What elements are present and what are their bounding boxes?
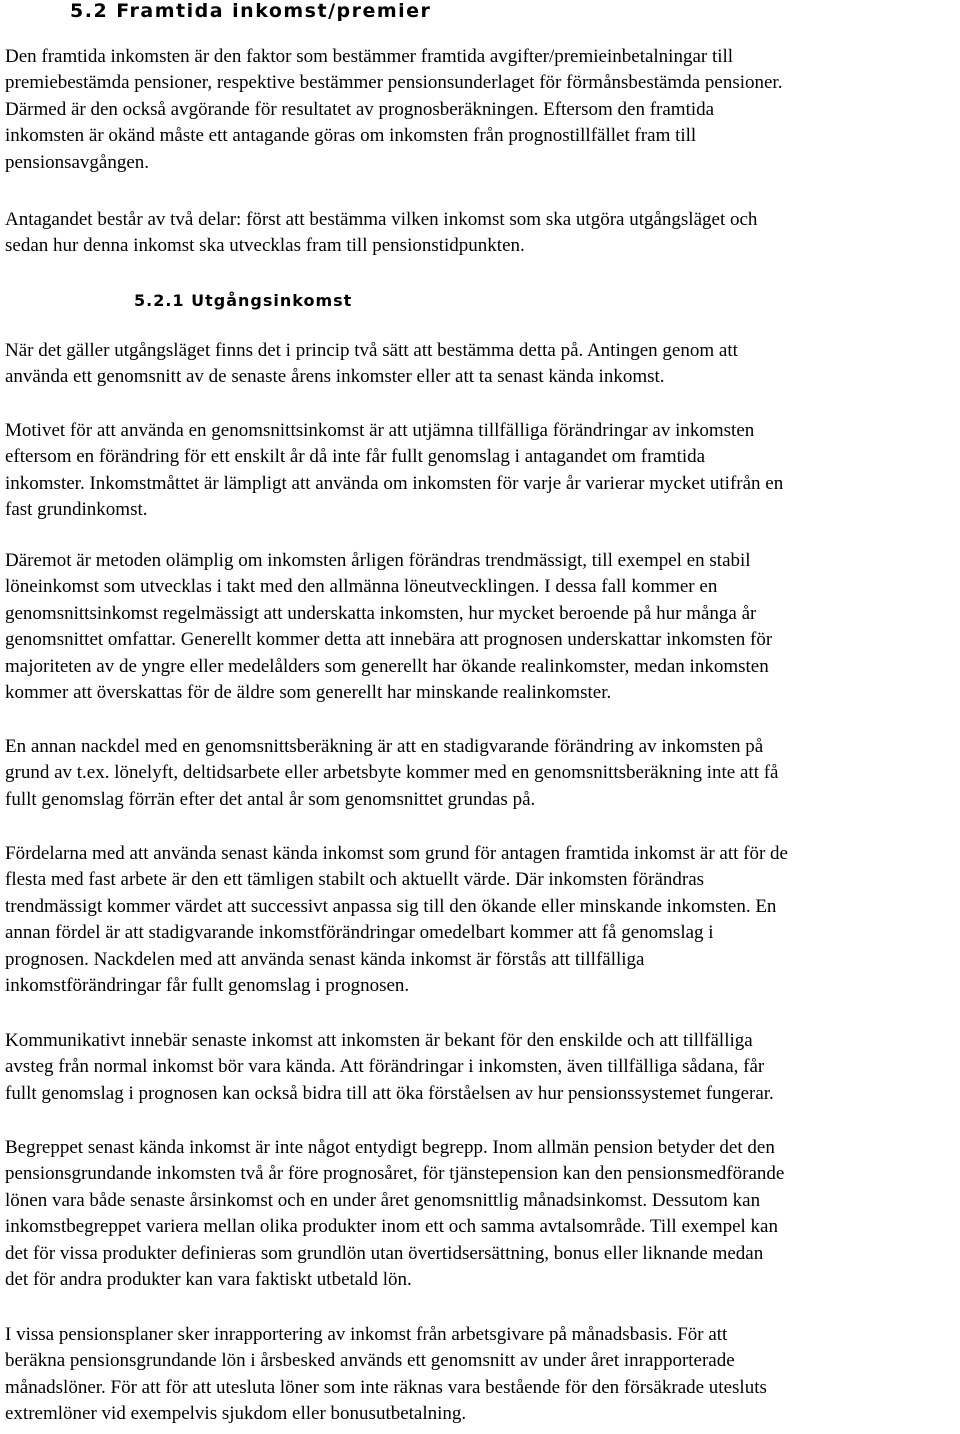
paragraph [5, 338, 957, 391]
paragraph-line: trendmässigt kommer värdet att successivt anpassa sig till den ökande eller minskande inkomsten. En [5, 895, 777, 917]
paragraph-line: kommer att överskattas för de äldre som generellt har minskande realinkomster. [5, 682, 612, 704]
subsection-heading: 5.2.1 Utgångsinkomst [134, 291, 353, 310]
paragraph [5, 1135, 957, 1293]
paragraph-line: inkomster. Inkomstmåttet är lämpligt att använda om inkomsten för varje år varierar mycket utifrån en [5, 472, 784, 494]
paragraph-line: det för vissa produkter definieras som grundlön utan övertidsersättning, bonus eller liknande medan [5, 1242, 764, 1264]
paragraph-line: lönen vara både senaste årsinkomst och en under året genomsnittlig månadsinkomst. Dessutom kan [5, 1189, 761, 1211]
paragraph [5, 418, 957, 524]
paragraph-line: Därmed är den också avgörande för resultatet av prognosberäkningen. Eftersom den framtida [5, 98, 715, 120]
paragraph [5, 734, 957, 813]
paragraph-line: beräkna pensionsgrundande lön i årsbesked används ett genomsnitt av under året inrapporterade [5, 1350, 735, 1372]
paragraph-line: använda ett genomsnitt av de senaste årens inkomster eller att ta senast kända inkomst. [5, 366, 665, 388]
paragraph-line: Den framtida inkomsten är den faktor som bestämmer framtida avgifter/premieinbetalningar till [5, 46, 734, 67]
paragraph [5, 1322, 957, 1428]
paragraph-line: fullt genomslag förrän efter det antal år som genomsnittet grundas på. [5, 788, 536, 810]
paragraph [5, 207, 957, 260]
paragraph-line: Kommunikativt innebär senaste inkomst att inkomsten är bekant för den enskilde och att tillfälliga [5, 1030, 753, 1051]
section-heading: 5.2 Framtida inkomst/premier [70, 0, 432, 22]
paragraph-line: Däremot är metoden olämplig om inkomsten årligen förändras trendmässigt, till exempel en stabil [5, 550, 751, 571]
paragraph-line: genomsnittet omfattar. Generellt kommer detta att innebära att prognosen underskattar inkomsten för [5, 629, 773, 651]
paragraph-line: När det gäller utgångsläget finns det i princip två sätt att bestämma detta på. Antingen genom att [5, 340, 738, 361]
paragraph-line: grund av t.ex. lönelyft, deltidsarbete eller arbetsbyte kommer med en genomsnittsberäkning inte att få [5, 762, 779, 784]
paragraph-line: prognosen. Nackdelen med att använda senast kända inkomst är förstås att tillfälliga [5, 948, 645, 970]
paragraph-line: Fördelarna med att använda senast kända inkomst som grund för antagen framtida inkomst är att för de [5, 843, 788, 864]
paragraph-line: Begreppet senast kända inkomst är inte något entydigt begrepp. Inom allmän pension betyder det den [5, 1137, 775, 1158]
paragraph-line: majoriteten av de yngre eller medelålders som generellt har ökande realinkomster, medan inkomsten [5, 655, 769, 677]
paragraph [5, 44, 957, 176]
paragraph-line: månadslöner. För att för att utesluta löner som inte räknas vara bestående för den försäkrade utesluts [5, 1376, 767, 1398]
paragraph-line: pensionsavgången. [5, 151, 150, 173]
paragraph-line: fullt genomslag i prognosen kan också bidra till att öka förståelsen av hur pensionssystemet fungerar. [5, 1082, 774, 1104]
paragraph-line: inkomsten är okänd måste ett antagande göras om inkomsten från prognostillfället fram till [5, 125, 697, 147]
paragraph-line: annan fördel är att stadigvarande inkomstförändringar omedelbart kommer att få genomslag i [5, 922, 714, 944]
paragraph-line: inkomstförändringar får fullt genomslag i prognosen. [5, 975, 410, 997]
paragraph-line: I vissa pensionsplaner sker inrapportering av inkomst från arbetsgivare på månadsbasis. För att [5, 1324, 728, 1345]
paragraph-line: eftersom en förändring för ett enskilt år då inte får fullt genomslag i antagandet om framtida [5, 446, 706, 468]
paragraph-line: extremlöner vid exempelvis sjukdom eller bonusutbetalning. [5, 1403, 467, 1425]
paragraph-line: flesta med fast arbete är den ett tämligen stabilt och aktuellt värde. Där inkomsten förändras [5, 869, 705, 891]
paragraph-line: Motivet för att använda en genomsnittsinkomst är att utjämna tillfälliga förändringar av inkomsten [5, 420, 755, 441]
paragraph-line: En annan nackdel med en genomsnittsberäkning är att en stadigvarande förändring av inkomsten på [5, 736, 764, 757]
paragraph [5, 841, 957, 999]
paragraph-line: avsteg från normal inkomst bör vara kända. Att förändringar i inkomsten, även tillfälliga sådana, får [5, 1056, 765, 1078]
paragraph-line: löneinkomst som utvecklas i takt med den allmänna löneutvecklingen. I dessa fall kommer en [5, 576, 718, 598]
paragraph-line: fast grundinkomst. [5, 499, 148, 521]
paragraph [5, 1028, 957, 1107]
paragraph-line: premiebestämda pensioner, respektive bestämmer pensionsunderlaget för förmånsbestämda pensioner. [5, 72, 783, 94]
paragraph [5, 548, 957, 706]
paragraph-line: inkomstbegreppet variera mellan olika produkter inom ett och samma avtalsområde. Till exempel kan [5, 1216, 778, 1238]
paragraph-line: pensionsgrundande inkomsten två år före prognosåret, för tjänstepension kan den pensionsmedförande [5, 1163, 785, 1185]
paragraph-line: sedan hur denna inkomst ska utvecklas fram till pensionstidpunkten. [5, 235, 525, 257]
paragraph-line: det för andra produkter kan vara faktiskt utbetald lön. [5, 1269, 412, 1291]
paragraph-line: Antagandet består av två delar: först att bestämma vilken inkomst som ska utgöra utgångsläget och [5, 209, 758, 230]
paragraph-line: genomsnittsinkomst regelmässigt att underskatta inkomsten, hur mycket beroende på hur många år [5, 602, 757, 624]
